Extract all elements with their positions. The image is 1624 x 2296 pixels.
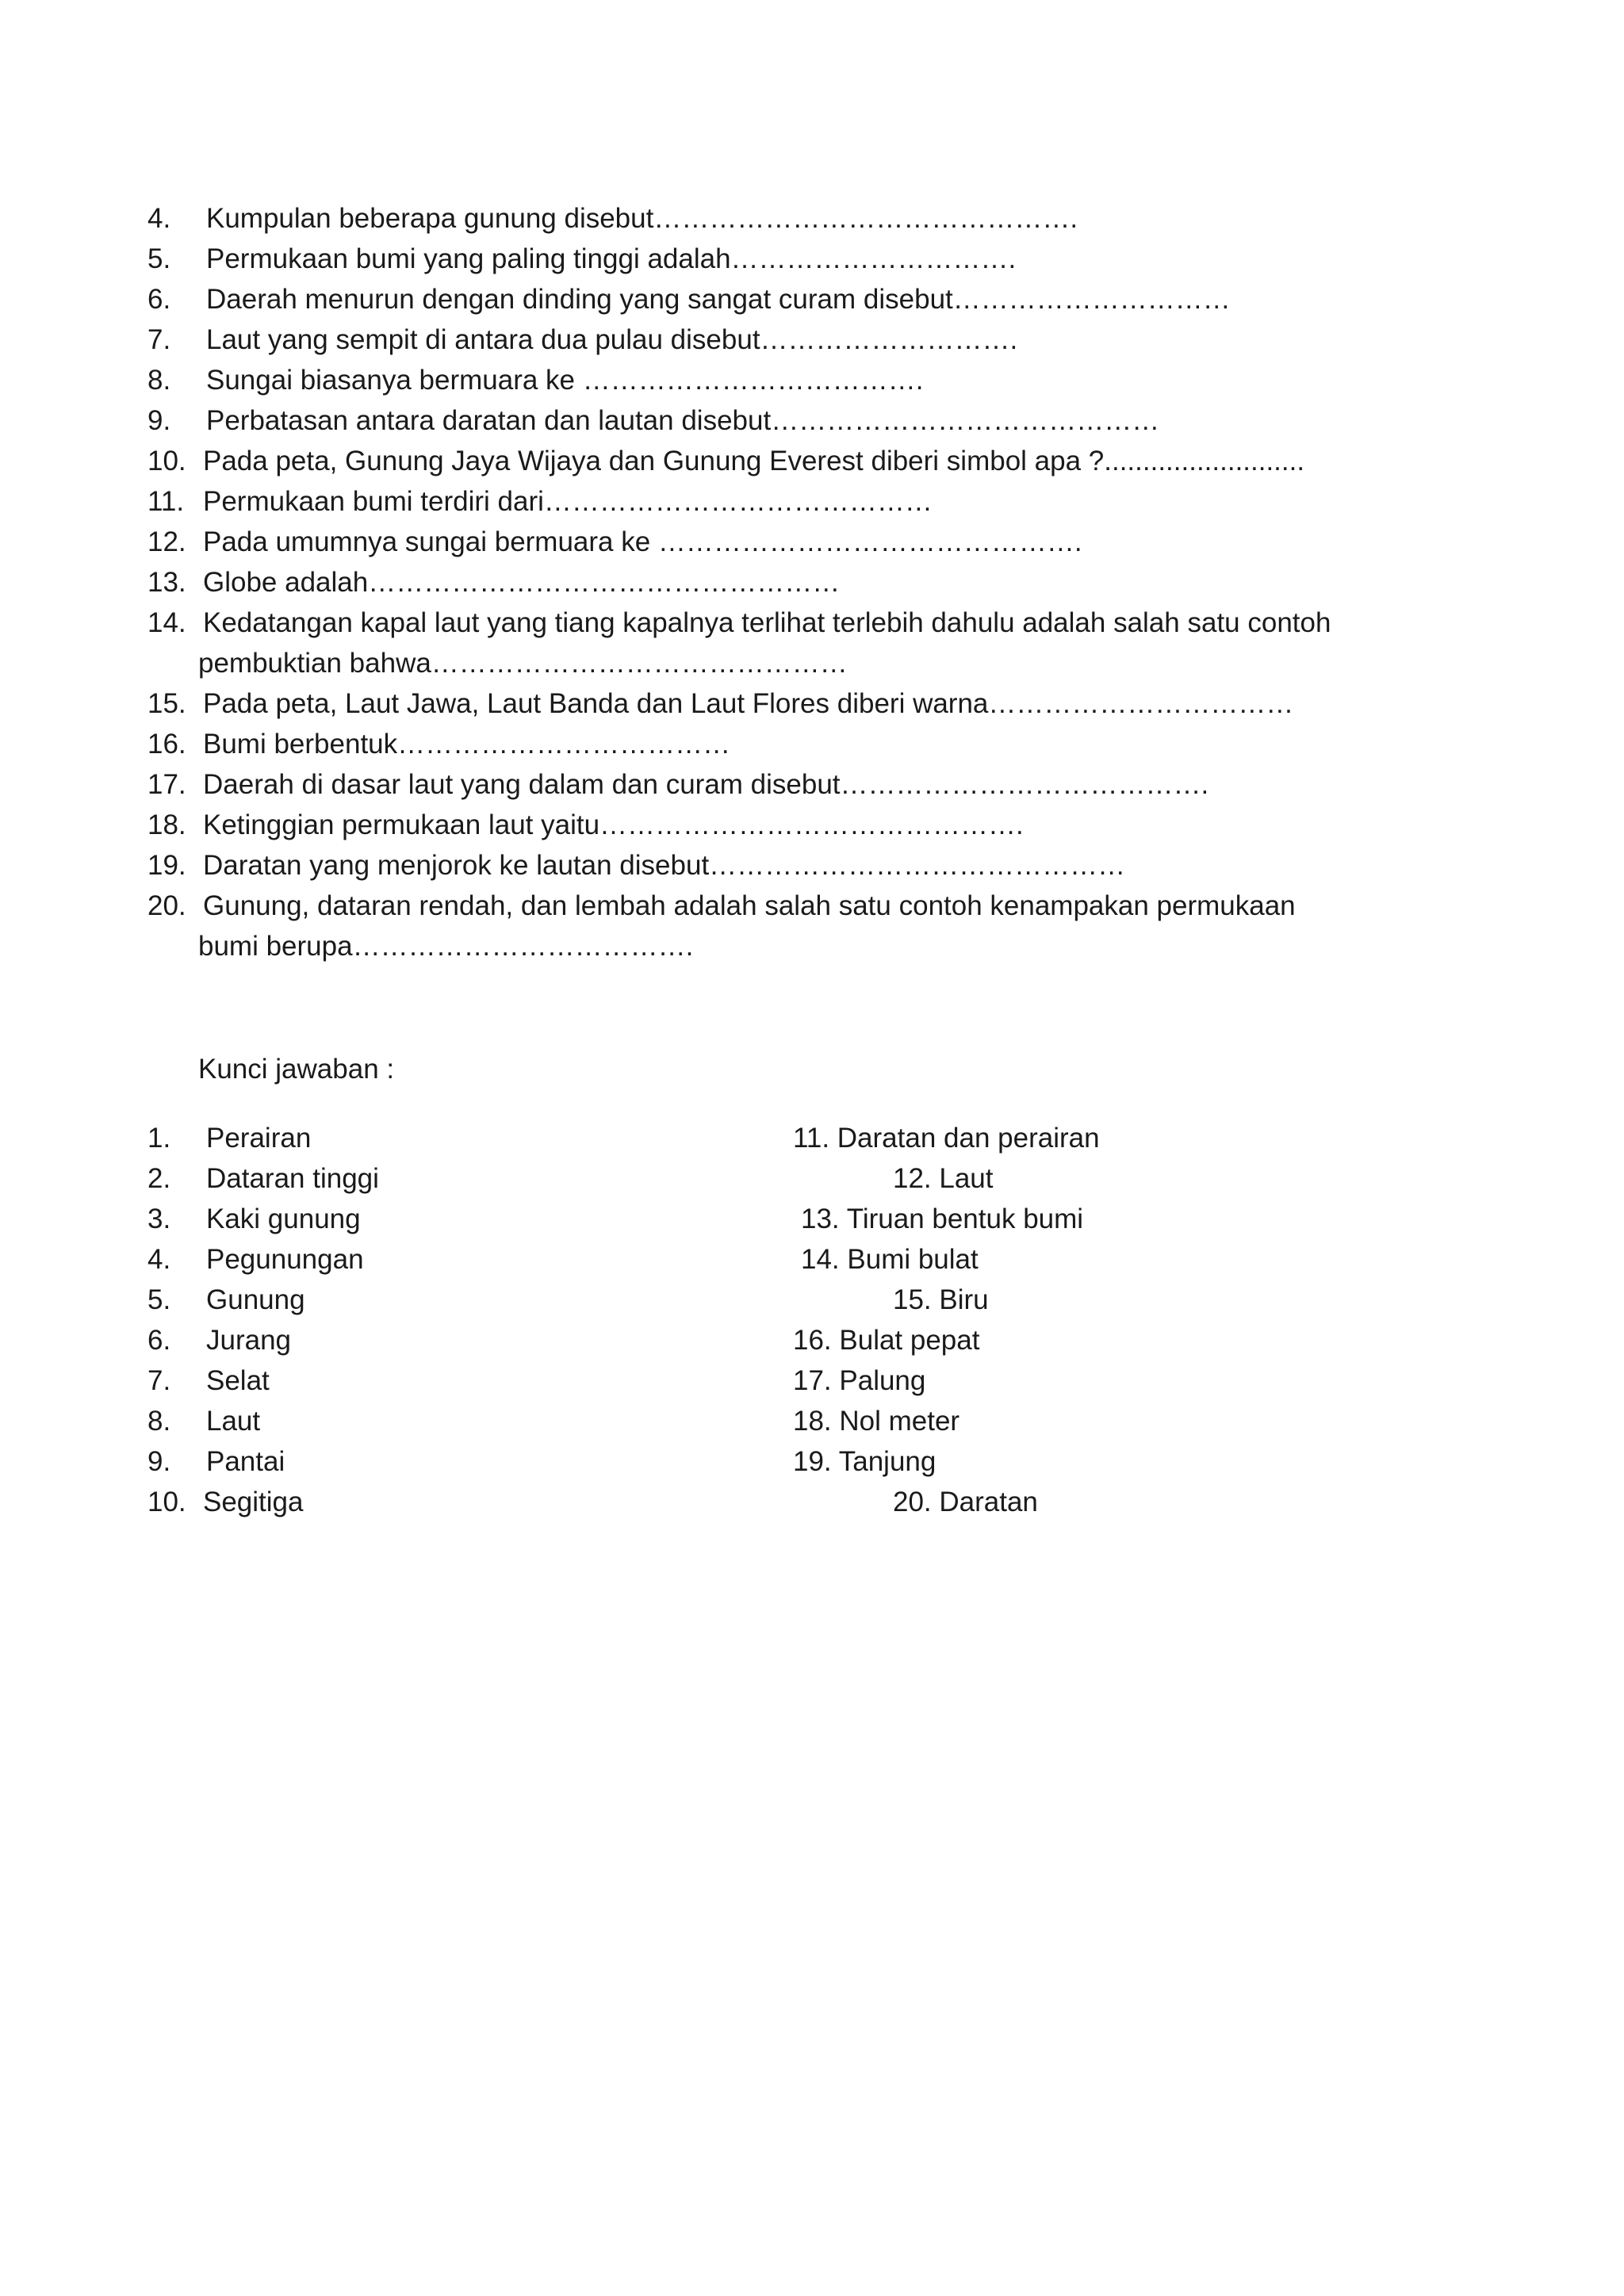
answer-text: 17. Palung: [793, 1365, 926, 1396]
question-item: [147, 724, 1448, 764]
question-number: 5.: [147, 243, 171, 274]
question-item: [147, 320, 1448, 360]
question-number: 6.: [147, 284, 171, 315]
answer-number: 7.: [147, 1365, 171, 1396]
answer-text: Pantai: [206, 1446, 285, 1477]
question-item: [147, 764, 1448, 805]
question-number: 10.: [147, 446, 186, 476]
question-item: [147, 562, 1448, 603]
question-number: 18.: [147, 809, 186, 840]
question-item: [147, 239, 1448, 279]
question-item: [147, 805, 1448, 845]
question-item: [147, 845, 1448, 886]
answer-text: Segitiga: [203, 1487, 304, 1517]
question-text: Pada umumnya sungai bermuara ke ……………………………………….: [203, 526, 1082, 557]
question-text: Sungai biasanya bermuara ke ……………………………….: [206, 365, 924, 396]
question-text: Daerah menurun dengan dinding yang sangat curam disebut…………………………: [206, 284, 1231, 315]
question-number: 17.: [147, 769, 186, 800]
question-text-continuation: pembuktian bahwa………………………………………: [198, 648, 848, 679]
question-text: Globe adalah……………………………………………: [203, 567, 841, 598]
answer-text: 19. Tanjung: [793, 1446, 936, 1477]
question-number: 12.: [147, 526, 186, 557]
answer-text: 14. Bumi bulat: [801, 1244, 979, 1275]
question-number: 13.: [147, 567, 186, 598]
answer-text: 16. Bulat pepat: [793, 1325, 980, 1356]
question-number: 19.: [147, 850, 186, 881]
question-item: [147, 522, 1448, 562]
question-text: Pada peta, Laut Jawa, Laut Banda dan Laut Flores diberi warna……………………………: [203, 688, 1294, 719]
question-item: [147, 279, 1448, 320]
answer-item: [0, 1280, 1624, 1320]
answer-text: Laut: [206, 1406, 261, 1437]
answer-item: [0, 1118, 1624, 1158]
answer-number: 3.: [147, 1203, 171, 1234]
question-item: [147, 886, 1448, 966]
answer-text: Jurang: [206, 1325, 292, 1356]
question-item: [147, 198, 1448, 239]
question-number: 20.: [147, 890, 186, 921]
answer-text: Gunung: [206, 1284, 305, 1315]
answer-number: 5.: [147, 1284, 171, 1315]
answer-item: [0, 1482, 1624, 1522]
question-text: Kedatangan kapal laut yang tiang kapalnya terlihat terlebih dahulu adalah salah satu contoh: [203, 607, 1331, 638]
question-text: Perbatasan antara daratan dan lautan disebut……………………………………: [206, 405, 1160, 436]
question-text: Kumpulan beberapa gunung disebut……………………………………….: [206, 203, 1078, 234]
answer-text: 13. Tiruan bentuk bumi: [801, 1203, 1084, 1234]
answer-text: Pegunungan: [206, 1244, 364, 1275]
answer-number: 2.: [147, 1163, 171, 1194]
question-item: [147, 481, 1448, 522]
question-text: Permukaan bumi yang paling tinggi adalah………………………….: [206, 243, 1017, 274]
answer-number: 4.: [147, 1244, 171, 1275]
question-number: 9.: [147, 405, 171, 436]
answer-key-title: Kunci jawaban :: [198, 1054, 395, 1085]
question-text: Laut yang sempit di antara dua pulau disebut……………………….: [206, 324, 1018, 355]
question-number: 15.: [147, 688, 186, 719]
answer-number: 1.: [147, 1123, 171, 1154]
question-item: [147, 441, 1448, 481]
question-number: 14.: [147, 607, 186, 638]
answer-number: 6.: [147, 1325, 171, 1356]
answer-item: [0, 1239, 1624, 1280]
question-text: Daerah di dasar laut yang dalam dan curam disebut………………………………….: [203, 769, 1209, 800]
question-text: Bumi berbentuk………………………………: [203, 729, 731, 760]
answer-text: 15. Biru: [893, 1284, 989, 1315]
question-number: 11.: [147, 486, 185, 517]
answer-number: 10.: [147, 1487, 186, 1517]
answer-text: 20. Daratan: [893, 1487, 1038, 1517]
question-text: Permukaan bumi terdiri dari……………………………………: [203, 486, 933, 517]
question-item: [147, 603, 1448, 683]
answer-number: 8.: [147, 1406, 171, 1437]
answer-text: Kaki gunung: [206, 1203, 361, 1234]
question-number: 4.: [147, 203, 171, 234]
answer-item: [0, 1320, 1624, 1360]
answer-number: 9.: [147, 1446, 171, 1477]
answer-item: [0, 1158, 1624, 1199]
question-item: [147, 400, 1448, 441]
question-item: [147, 683, 1448, 724]
answer-item: [0, 1360, 1624, 1401]
answer-item: [0, 1401, 1624, 1441]
question-text: Pada peta, Gunung Jaya Wijaya dan Gunung Everest diberi simbol apa ?..........................: [203, 446, 1305, 476]
question-text-continuation: bumi berupa……………………………….: [198, 931, 694, 962]
answer-item: [0, 1441, 1624, 1482]
question-text: Ketinggian permukaan laut yaitu……………………………………….: [203, 809, 1024, 840]
question-text: Gunung, dataran rendah, dan lembah adalah salah satu contoh kenampakan permukaan: [203, 890, 1296, 921]
answer-text: 11. Daratan dan perairan: [793, 1123, 1100, 1154]
question-text: Daratan yang menjorok ke lautan disebut………………………………………: [203, 850, 1126, 881]
answer-text: Perairan: [206, 1123, 312, 1154]
question-number: 16.: [147, 729, 186, 760]
question-number: 8.: [147, 365, 171, 396]
answer-key-right-column: [0, 1118, 1624, 1522]
question-list: [147, 198, 1448, 966]
answer-text: Selat: [206, 1365, 270, 1396]
question-number: 7.: [147, 324, 171, 355]
question-item: [147, 360, 1448, 400]
answer-text: 12. Laut: [893, 1163, 994, 1194]
answer-text: 18. Nol meter: [793, 1406, 960, 1437]
answer-text: Dataran tinggi: [206, 1163, 379, 1194]
answer-item: [0, 1199, 1624, 1239]
